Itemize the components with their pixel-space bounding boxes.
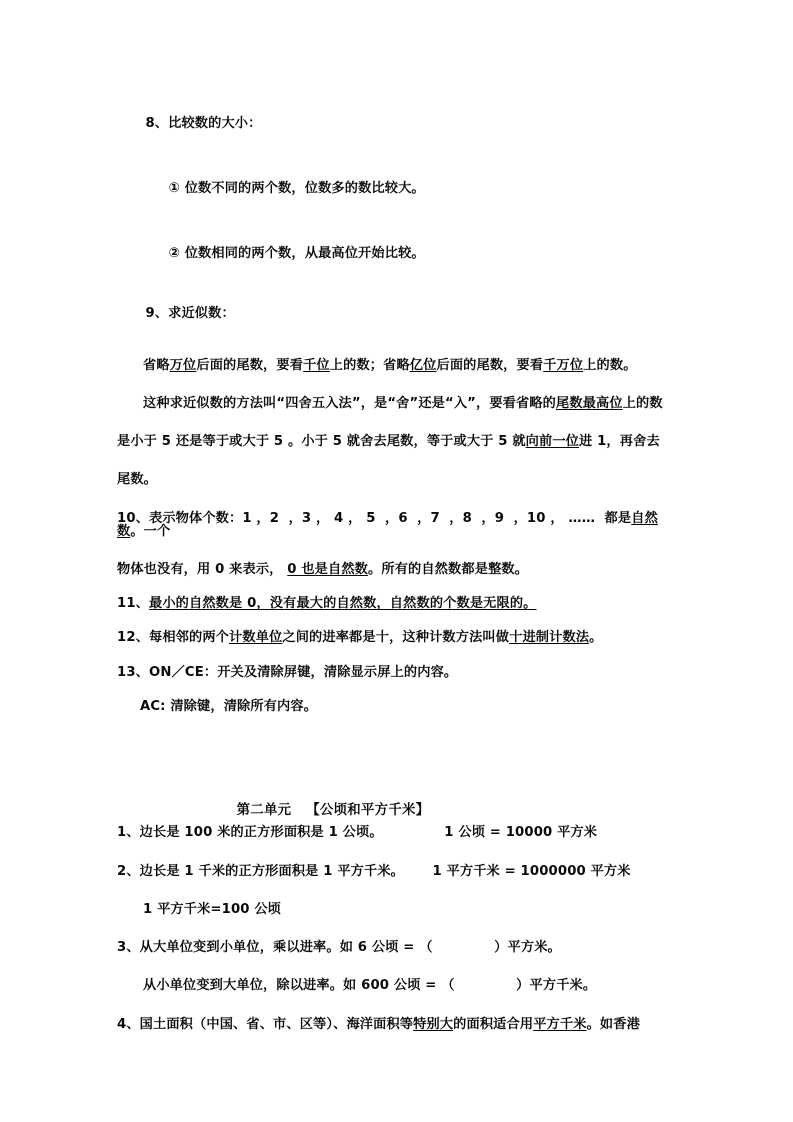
item-9-line-3 <box>117 435 677 448</box>
text-run-2: 。一个 <box>130 523 171 539</box>
underlined-run-3: 千位 <box>303 357 330 373</box>
underlined-run-1: 最小的自然数是 0，没有最大的自然数，自然数的个数是无限的。 <box>149 596 537 612</box>
text-run-2: 后面的尾数，要看 <box>196 357 304 373</box>
item-9-line-2 <box>117 397 677 410</box>
underlined-run-7: 千万位 <box>543 357 584 373</box>
item-8-title: 比较数的大小： <box>168 116 262 132</box>
item-8-sub-2 <box>117 233 677 273</box>
text-run-4: 。如香港 <box>586 1016 640 1032</box>
underlined-run-3: 平方千米 <box>533 1016 587 1032</box>
unit-2-heading: 第二单元 【公顷和平方千米】 <box>236 803 430 819</box>
unit2-item-1: 1、边长是 100 米的正方形面积是 1 公顷。 1 公顷 = 10000 平方米 <box>117 825 598 841</box>
item-9-line-1 <box>117 359 677 372</box>
unit2-item-2-sub: 1 平方千米=100 公顷 <box>143 901 282 917</box>
underlined-run-1: 特别大 <box>413 1016 454 1032</box>
unit2-item-4 <box>117 1018 677 1031</box>
text-run-8: 上的数。 <box>583 357 637 373</box>
underlined-run-1: 尾数最高位 <box>556 396 623 412</box>
document-body <box>117 104 677 1031</box>
item-11 <box>117 597 677 610</box>
text-run-4: 。 <box>589 630 603 646</box>
text-run-2: 。所有的自然数都是整数。 <box>368 562 529 578</box>
text-run-0: 省略 <box>143 357 170 373</box>
underlined-run-1: 万位 <box>169 357 197 373</box>
text-run-0: 这种求近似数的方法叫“四舍五入法”，是“舍”还是“入”，要看省略的 <box>143 396 557 412</box>
section-spacer <box>117 713 677 783</box>
item-8-heading <box>117 104 677 144</box>
item-13-sub-ac: AC: 清除键，清除所有内容。 <box>140 698 318 714</box>
item-12 <box>117 631 677 644</box>
circled-two-icon: ② <box>168 245 180 261</box>
text-run-0: 物体也没有，用 0 来表示， <box>117 562 288 578</box>
underlined-run-1: 向前一位 <box>525 434 580 450</box>
item-9-heading <box>117 294 677 334</box>
item-9-number: 9、 <box>145 306 169 322</box>
item-9-title: 求近似数： <box>168 306 235 322</box>
item-8-sub-1-text: 位数不同的两个数，位数多的数比较大。 <box>179 180 425 196</box>
unit2-item-3-sub: 从小单位变到大单位，除以进率。如 600 公顷 = （ ）平方千米。 <box>143 978 597 994</box>
text-run-0: 11、 <box>117 596 149 612</box>
underlined-run-5: 亿位 <box>409 357 437 373</box>
text-run-2: 进 1，再舍去 <box>579 434 660 450</box>
text-run-0: 10、表示物体个数：1 ，2 ，3 ， 4 ， 5 ，6 ，7 ，8 ，9 ，10 ， …… 都是 <box>117 510 632 526</box>
text-run-2: 的面积适合用 <box>453 1016 534 1032</box>
text-run-0: 是小于 5 还是等于或大于 5 。小于 5 就舍去尾数，等于或大于 5 就 <box>117 434 526 450</box>
underlined-run-1: 0 也是自然数 <box>287 562 369 578</box>
item-9-line-4: 尾数。 <box>117 472 158 488</box>
text-run-4: 上的数；省略 <box>329 357 410 373</box>
item-13: 13、ON／CE：开关及清除屏键，清除显示屏上的内容。 <box>117 664 458 680</box>
text-run-2: 之间的进率都是十，这种计数方法叫做 <box>282 630 510 646</box>
item-8-sub-1 <box>117 169 677 209</box>
underlined-run-1: 计数单位 <box>229 630 283 646</box>
item-10-line-2 <box>117 563 677 576</box>
circled-one-icon: ① <box>168 180 180 196</box>
text-run-0: 4、国土面积（中国、省、市、区等）、海洋面积等 <box>117 1016 414 1032</box>
text-run-0: 12、每相邻的两个 <box>117 630 230 646</box>
unit2-item-3: 3、从大单位变到小单位，乘以进率。如 6 公顷 = （ ）平方米。 <box>117 940 561 956</box>
item-8-text: 8、 <box>145 116 169 132</box>
text-run-6: 后面的尾数，要看 <box>436 357 544 373</box>
unit2-item-2: 2、边长是 1 千米的正方形面积是 1 平方千米。 1 平方千米 = 1000000 平方米 <box>117 863 631 879</box>
underlined-run-3: 十进制计数法 <box>509 630 590 646</box>
underlined-run-1: 自然数 <box>117 510 658 539</box>
item-8-sub-2-text: 位数相同的两个数，从最高位开始比较。 <box>179 245 425 261</box>
item-10-line-1 <box>117 512 677 538</box>
text-run-2: 上的数 <box>622 396 663 412</box>
